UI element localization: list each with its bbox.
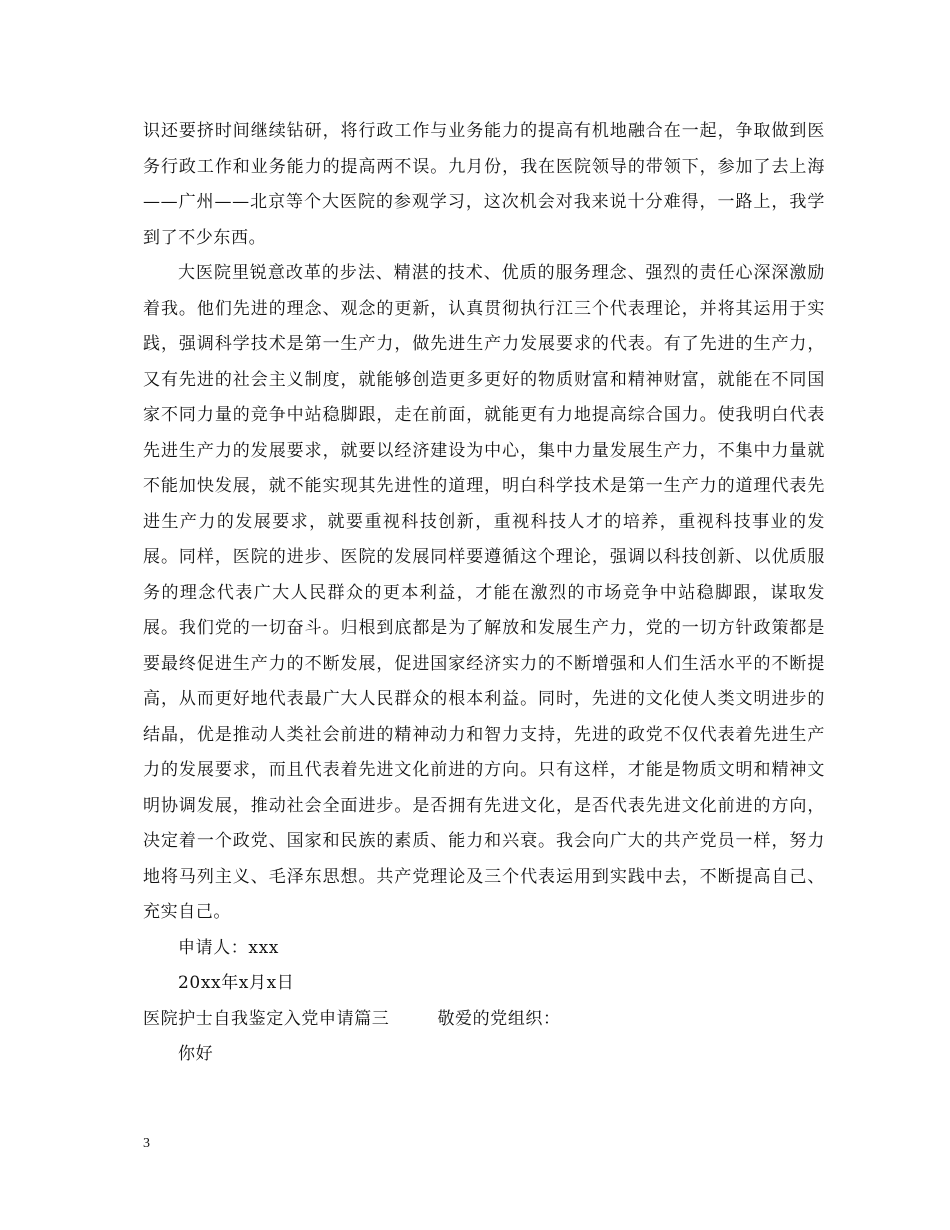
paragraph-continuation: 识还要挤时间继续钻研，将行政工作与业务能力的提高有机地融合在一起，争取做到医务行政工作和业务能力的提高两不误。九月份，我在医院领导的带领下，参加了去上海——广州——北京等个大医院的参观学习，这次机会对我来说十分难得，一路上，我学到了不少东西。	[143, 121, 825, 248]
salutation: 敬爱的党组织：	[437, 1008, 561, 1029]
page-number: 3	[143, 1136, 150, 1151]
applicant-signature: 申请人：xxx	[178, 937, 279, 958]
next-section-title: 医院护士自我鉴定入党申请篇三	[143, 1008, 390, 1029]
document-body	[143, 114, 825, 1073]
signature-date: 20xx年x月x日	[178, 973, 295, 993]
paragraph-main: 大医院里锐意改革的步法、精湛的技术、优质的服务理念、强烈的责任心深深激励着我。他们先进的理念、观念的更新，认真贯彻执行江三个代表理论，并将其运用于实践，强调科学技术是第一生产力，做先进生产力发展要求的代表。有了先进的生产力，又有先进的社会主义制度，就能够创造更多更好的物质财富和精神财富，就能在不同国家不同力量的竞争中站稳脚跟，走在前面，就能更有力地提高综合国力。使我明白代表先进生产力的发展要求，就要以经济建设为中心，集中力量发展生产力，不集中力量就不能加快发展，就不能实现其先进性的道理，明白科学技术是第一生产力的道理代表先进生产力的发展要求，就要重视科技创新，重视科技人才的培养，重视科技事业的发展。同样，医院的进步、医院的发展同样要遵循这个理论，强调以科技创新、以优质服务的理念代表广大人民群众的更本利益，才能在激烈的市场竞争中站稳脚跟，谋取发展。我们党的一切奋斗。归根到底都是为了解放和发展生产力，党的一切方针政策都是要最终促进生产力的不断发展，促进国家经济实力的不断增强和人们生活水平的不断提高，从而更好地代表最广大人民群众的根本利益。同时，先进的文化使人类文明进步的结晶，优是推动人类社会前进的精神动力和智力支持，先进的政党不仅代表着先进生产力的发展要求，而且代表着先进文化前进的方向。只有这样，才能是物质文明和精神文明协调发展，推动社会全面进步。是否拥有先进文化，是否代表先进文化前进的方向，决定着一个政党、国家和民族的素质、能力和兴衰。我会向广大的共产党员一样，努力地将马列主义、毛泽东思想。共产党理论及三个代表运用到实践中去，不断提高自己、充实自己。	[143, 263, 825, 922]
greeting: 你好	[178, 1044, 214, 1064]
next-section-line	[143, 1002, 825, 1038]
